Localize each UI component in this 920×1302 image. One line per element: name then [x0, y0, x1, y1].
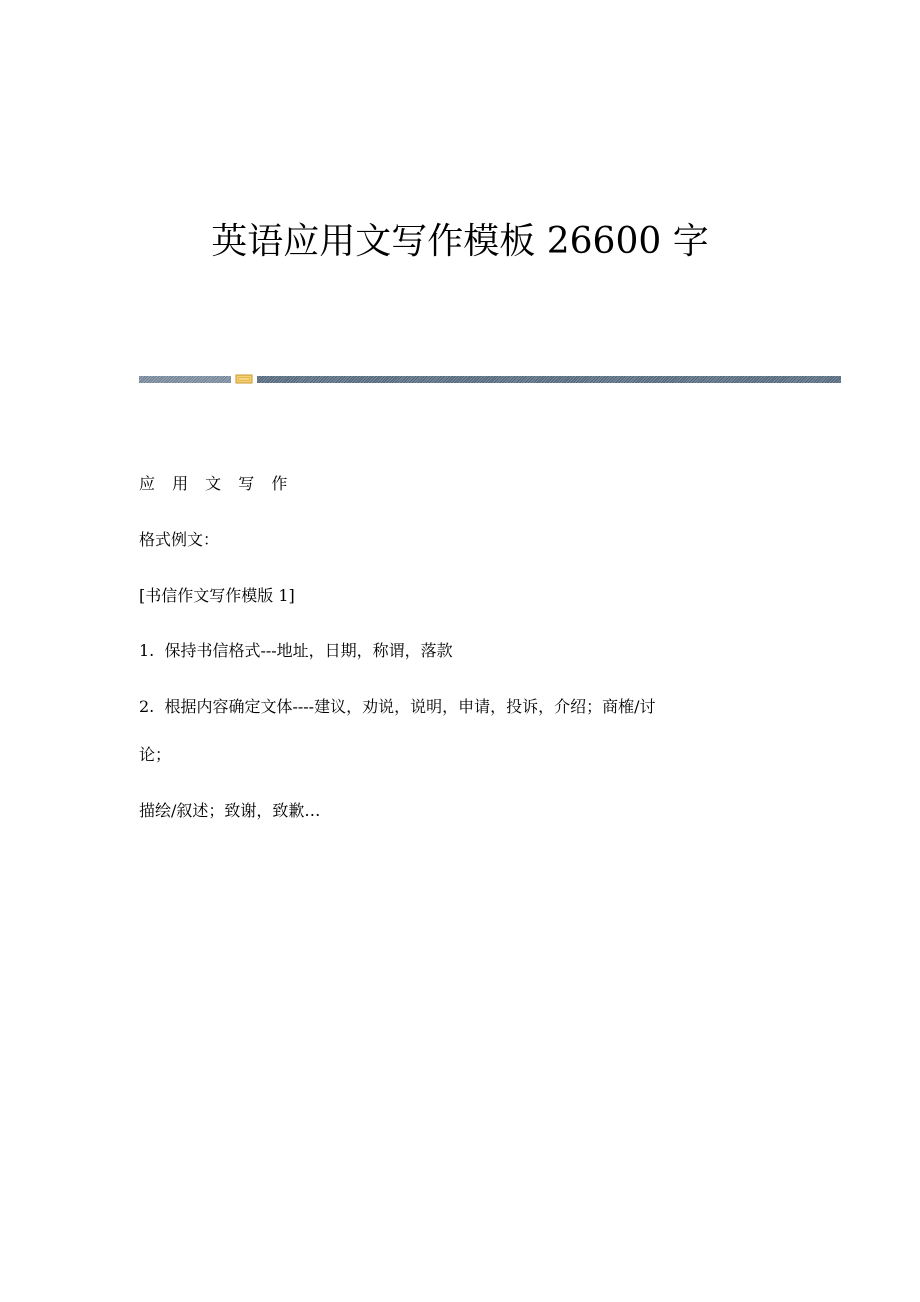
body-line-4: 2. 根据内容确定文体----建议，劝说，说明，申请，投诉，介绍；商榷/讨: [139, 697, 656, 716]
document-title: 英语应用文写作模板 26600 字: [211, 221, 709, 262]
body-line-5: 论；: [139, 745, 172, 764]
divider-bar-right: [257, 376, 841, 383]
body-line-6: 描绘/叙述；致谢，致歉…: [139, 801, 321, 820]
section-heading: 应 用 文 写 作: [139, 474, 294, 493]
divider-bar-left: [139, 376, 231, 383]
header-divider: [139, 374, 841, 384]
divider-ornament-icon: [235, 374, 253, 384]
body-line-1: 格式例文：: [139, 530, 220, 549]
body-line-2: [书信作文写作模版 1]: [139, 586, 295, 605]
body-line-3: 1. 保持书信格式---地址，日期，称谓，落款: [139, 641, 453, 660]
